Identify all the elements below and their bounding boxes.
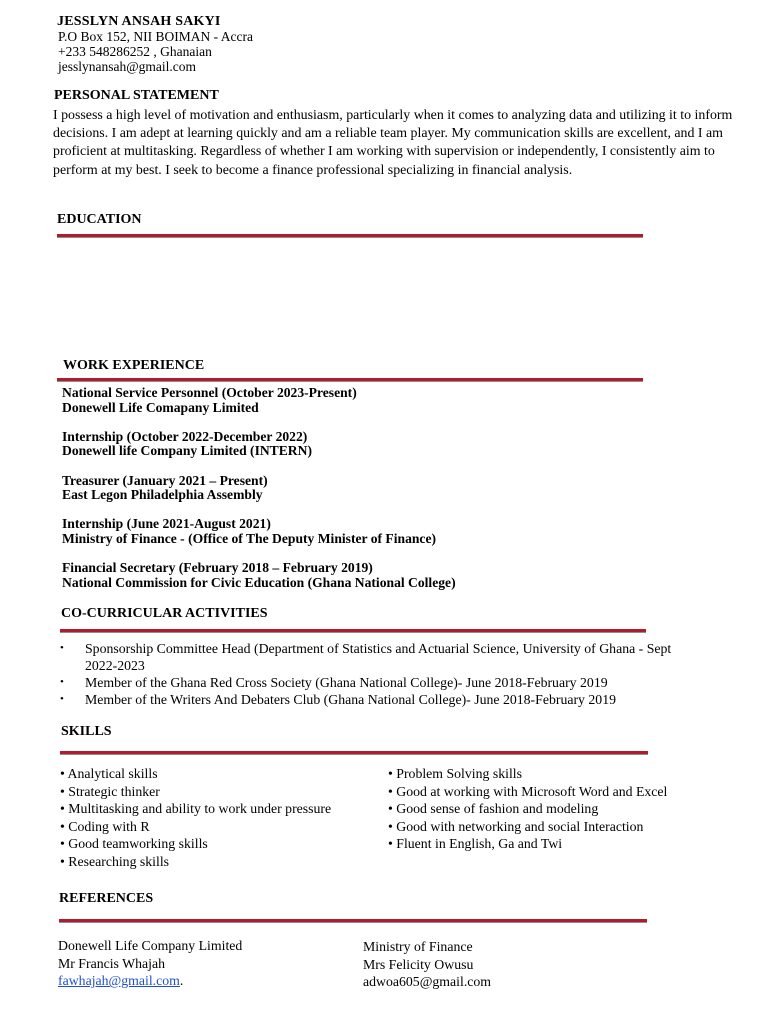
list-item: • Sponsorship Committee Head (Department of Statistics and Actuarial Science, University of Ghana - Sept 2022-2023 bbox=[60, 641, 672, 673]
list-item: • Multitasking and ability to work under pressure bbox=[60, 801, 332, 817]
bullet-icon: • bbox=[60, 693, 64, 705]
job-entry bbox=[62, 474, 456, 503]
list-item: • Member of the Ghana Red Cross Society (Ghana National College)- June 2018-February 2019 bbox=[60, 675, 608, 690]
job-entry bbox=[62, 517, 456, 546]
job-entry bbox=[62, 430, 456, 459]
list-item: • Good at working with Microsoft Word and Excel bbox=[388, 783, 668, 799]
education-divider bbox=[57, 234, 643, 237]
references-heading: REFERENCES bbox=[59, 891, 154, 906]
address: P.O Box 152, NII BOIMAN - Accra bbox=[58, 29, 253, 44]
skills-right-list bbox=[388, 765, 667, 853]
references-divider bbox=[59, 919, 647, 922]
skills-heading: SKILLS bbox=[61, 724, 112, 739]
list-item: • Analytical skills bbox=[60, 766, 158, 781]
phone: +233 548286252 , Ghanaian bbox=[58, 43, 212, 59]
list-item: • Member of the Writers And Debaters Club (Ghana National College)- June 2018-February 2019 bbox=[60, 692, 616, 707]
list-item: • Good with networking and social Interaction bbox=[388, 818, 644, 834]
reference-email-link[interactable]: fawhajah@gmail.com bbox=[58, 973, 180, 989]
reference-name: Mr Francis Whajah bbox=[58, 955, 166, 971]
job-org: National Commission for Civic Education (Ghana National College) bbox=[62, 574, 456, 590]
job-title: National Service Personnel (October 2023-Present) bbox=[62, 385, 357, 400]
job-entry bbox=[62, 386, 456, 415]
list-item: • Problem Solving skills bbox=[388, 766, 523, 781]
bullet-icon: • bbox=[60, 676, 64, 688]
reference-email: adwoa605@gmail.com bbox=[363, 974, 492, 990]
reference-org: Ministry of Finance bbox=[363, 939, 473, 954]
work-experience-divider bbox=[57, 378, 643, 381]
list-item: • Good teamworking skills bbox=[60, 836, 208, 852]
job-entry bbox=[62, 561, 456, 590]
candidate-name: JESSLYN ANSAH SAKYI bbox=[57, 14, 221, 29]
skills-divider bbox=[60, 751, 648, 754]
reference-1 bbox=[58, 937, 242, 990]
job-title: Internship (June 2021-August 2021) bbox=[62, 516, 271, 532]
personal-statement-text: I possess a high level of motivation and enthusiasm, particularly when it comes to analyzing data and utilizing it to inform decisions. I am adept at learning quickly and am a reliable team player. My communication skills are excellent, and I am proficient at multitasking. Regardless of whether I am working with supervision or independently, I consistently aim to perform at my best. I seek to become a finance professional specializing in financial analysis. bbox=[53, 108, 733, 178]
job-org: East Legon Philadelphia Assembly bbox=[62, 487, 263, 503]
bullet-icon: • bbox=[60, 642, 64, 654]
co-curricular-divider bbox=[60, 629, 646, 632]
job-title: Internship (October 2022-December 2022) bbox=[62, 428, 308, 444]
job-org: Donewell life Company Limited (INTERN) bbox=[62, 443, 312, 459]
job-org: Ministry of Finance - (Office of The Deputy Minister of Finance) bbox=[62, 530, 437, 546]
job-title: Treasurer (January 2021 – Present) bbox=[62, 472, 268, 488]
list-item: • Coding with R bbox=[60, 818, 150, 834]
reference-email-line: fawhajah@gmail.com. bbox=[58, 973, 184, 989]
list-item: • Fluent in English, Ga and Twi bbox=[388, 836, 563, 852]
job-org: Donewell Life Comapany Limited bbox=[62, 399, 259, 415]
personal-statement-heading: PERSONAL STATEMENT bbox=[54, 88, 219, 103]
list-item: • Strategic thinker bbox=[60, 783, 160, 799]
list-item: • Researching skills bbox=[60, 853, 170, 869]
reference-2 bbox=[363, 938, 491, 991]
co-curricular-heading: CO-CURRICULAR ACTIVITIES bbox=[61, 606, 268, 621]
list-item: • Good sense of fashion and modeling bbox=[388, 801, 599, 817]
email: jesslynansah@gmail.com bbox=[58, 58, 197, 74]
work-experience-heading: WORK EXPERIENCE bbox=[63, 358, 205, 373]
job-title: Financial Secretary (February 2018 – February 2019) bbox=[62, 560, 373, 576]
skills-left-list bbox=[60, 765, 331, 871]
education-heading: EDUCATION bbox=[57, 212, 142, 227]
work-experience-list bbox=[62, 386, 456, 605]
reference-name: Mrs Felicity Owusu bbox=[363, 956, 474, 972]
reference-org: Donewell Life Company Limited bbox=[58, 938, 243, 953]
contact-block bbox=[58, 30, 253, 74]
co-curricular-list bbox=[60, 640, 700, 708]
